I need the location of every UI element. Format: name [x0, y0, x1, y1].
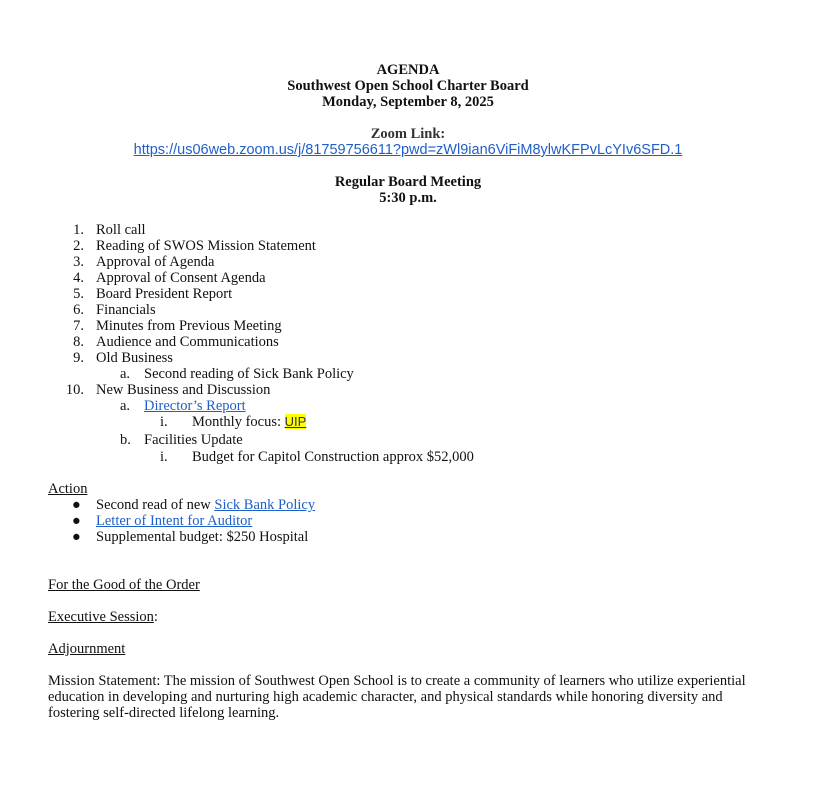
sick-bank-policy-link[interactable]: Sick Bank Policy: [214, 497, 316, 513]
agenda-item: New Business and Discussion: [96, 382, 271, 398]
agenda-item: Approval of Consent Agenda: [96, 270, 266, 286]
org-name: Southwest Open School Charter Board: [287, 78, 529, 94]
agenda-item: Board President Report: [96, 286, 233, 302]
zoom-link-row: [0, 142, 816, 158]
adjournment-heading: Adjournment: [48, 641, 126, 657]
agenda-item: Approval of Agenda: [96, 254, 215, 270]
agenda-item: Minutes from Previous Meeting: [96, 318, 282, 334]
letter-of-intent-link[interactable]: Letter of Intent for Auditor: [96, 513, 253, 529]
sub-item: Facilities Update: [144, 432, 243, 448]
item-number: 6.: [73, 302, 84, 318]
sub-sub-number: i.: [160, 449, 168, 465]
sub-sub-item: Monthly focus: UIP: [192, 414, 307, 430]
item-number: 4.: [73, 270, 84, 286]
action-heading: Action: [48, 481, 88, 497]
agenda-title: AGENDA: [376, 62, 440, 78]
meeting-date: Monday, September 8, 2025: [322, 94, 494, 110]
sub-number: a.: [120, 398, 131, 414]
item-number: 3.: [73, 254, 84, 270]
sub-number: b.: [120, 432, 131, 448]
agenda-item: Roll call: [96, 222, 146, 238]
sub-sub-number: i.: [160, 414, 168, 430]
sub-sub-item: Budget for Capitol Construction approx $52,000: [192, 449, 474, 465]
item-number: 8.: [73, 334, 84, 350]
item-number: 9.: [73, 350, 84, 366]
mission-statement: Mission Statement: The mission of Southwest Open School is to create a community of learners who utilize experiential education in developing and nurturing high academic character, and physical standards while honoring diversity and fostering self-directed lifelong learning.: [48, 673, 746, 721]
uip-link[interactable]: UIP: [284, 414, 307, 429]
sub-number: a.: [120, 366, 131, 382]
bullet-icon: ●: [72, 497, 81, 513]
sub-item: Second reading of Sick Bank Policy: [144, 366, 354, 382]
meeting-type: Regular Board Meeting: [334, 174, 482, 190]
agenda-item: Old Business: [96, 350, 173, 366]
agenda-item: Reading of SWOS Mission Statement: [96, 238, 316, 254]
item-number: 10.: [65, 382, 84, 398]
good-of-order-heading: For the Good of the Order: [48, 577, 200, 593]
item-number: 1.: [73, 222, 84, 238]
item-number: 2.: [73, 238, 84, 254]
agenda-item: Financials: [96, 302, 156, 318]
item-number: 7.: [73, 318, 84, 334]
action-item: Supplemental budget: $250 Hospital: [96, 529, 309, 545]
zoom-label: Zoom Link:: [370, 126, 446, 142]
action-item: Second read of new Sick Bank Policy: [96, 497, 316, 513]
directors-report-link[interactable]: Director’s Report: [144, 398, 246, 414]
meeting-time: 5:30 p.m.: [379, 190, 437, 206]
executive-session-heading: Executive Session:: [48, 609, 158, 625]
bullet-icon: ●: [72, 513, 81, 529]
zoom-link[interactable]: https://us06web.zoom.us/j/81759756611?pwd=zWl9ian6ViFiM8ylwKFPvLcYIv6SFD.1: [133, 142, 683, 158]
item-number: 5.: [73, 286, 84, 302]
bullet-icon: ●: [72, 529, 81, 545]
agenda-item: Audience and Communications: [96, 334, 279, 350]
